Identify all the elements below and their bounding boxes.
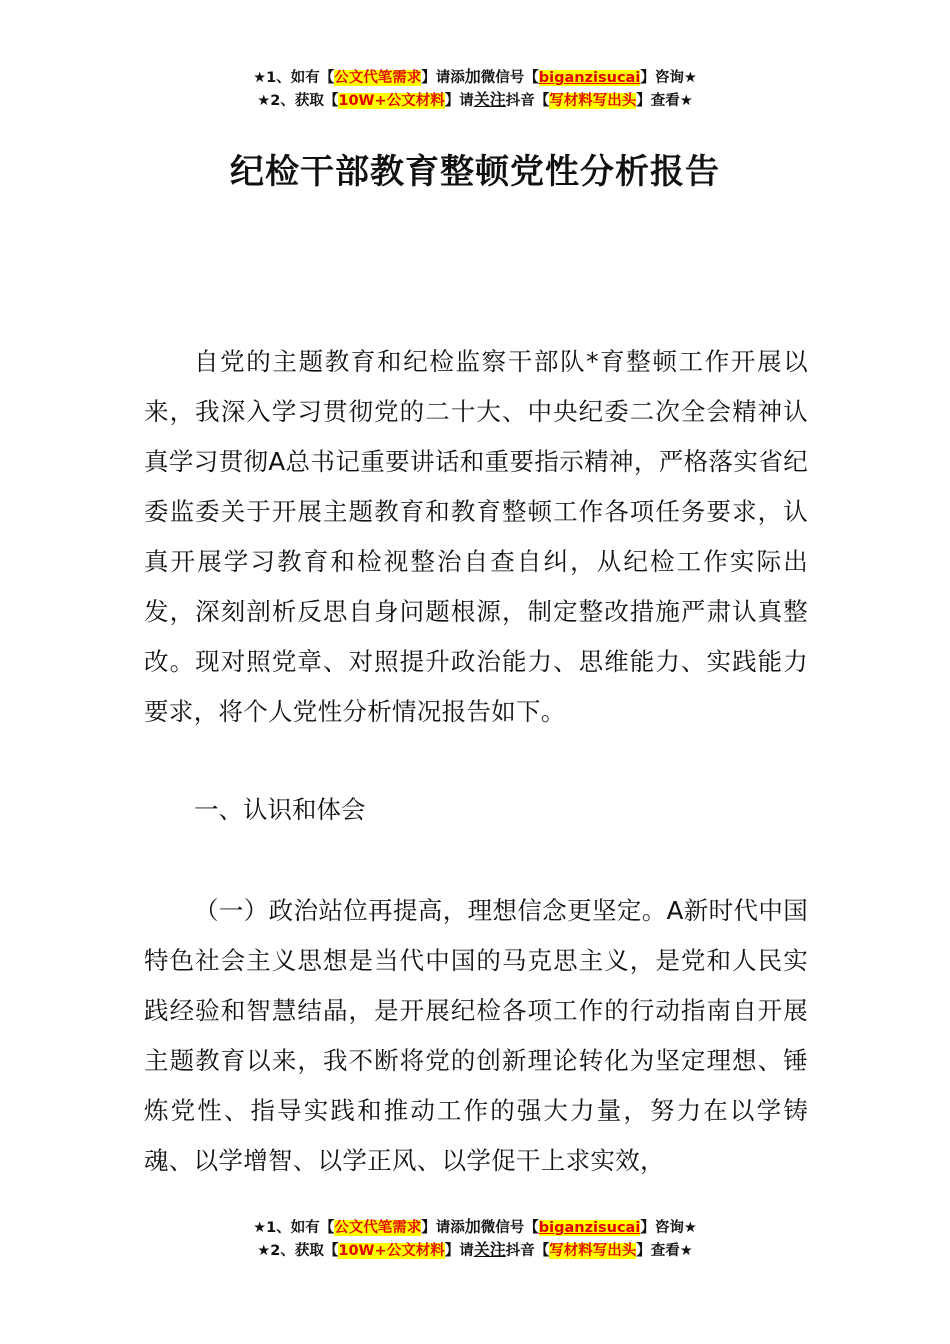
promo-highlight-materials: 10W+公文材料: [338, 1243, 445, 1259]
section-heading-1: 一、认识和体会: [194, 795, 366, 824]
intro-paragraph: 自党的主题教育和纪检监察干部队*育整顿工作开展以来，我深入学习贯彻党的二十大、中央纪委二次全会精神认真学习贯彻A总书记重要讲话和重要指示精神，严格落实省纪委监委关于开展主题教育和教育整顿工作各项任务要求，认真开展学习教育和检视整治自查自纠，从纪检工作实际出发，深刻剖析反思自身问题根源，制定整改措施严肃认真整改。现对照党章、对照提升政治能力、思维能力、实践能力要求，将个人党性分析情况报告如下。: [144, 347, 808, 726]
promo-line-1: ★1、如有【公文代笔需求】请添加微信号【biganzisucai】咨询★: [253, 1217, 697, 1236]
promo-douyin-account[interactable]: 写材料写出头: [549, 93, 637, 109]
document-title: 纪检干部教育整顿党性分析报告: [230, 152, 720, 192]
promo-line-2: ★2、获取【10W+公文材料】请关注抖音【写材料写出头】查看★: [257, 90, 693, 109]
promo-highlight-materials: 10W+公文材料: [338, 93, 445, 109]
promo-line-1: ★1、如有【公文代笔需求】请添加微信号【biganzisucai】咨询★: [253, 67, 697, 86]
promo-highlight-writing-service: 公文代笔需求: [334, 70, 422, 86]
promo-wechat-id[interactable]: biganzisucai: [538, 1220, 641, 1236]
promo-line-2: ★2、获取【10W+公文材料】请关注抖音【写材料写出头】查看★: [257, 1240, 693, 1259]
top-promo-banner: [0, 66, 950, 112]
promo-douyin-account[interactable]: 写材料写出头: [549, 1243, 637, 1259]
promo-highlight-writing-service: 公文代笔需求: [334, 1220, 422, 1236]
bottom-promo-banner: [0, 1216, 950, 1262]
promo-wechat-id[interactable]: biganzisucai: [538, 70, 641, 86]
section-1-paragraph-1: （一）政治站位再提高，理想信念更坚定。A新时代中国特色社会主义思想是当代中国的马克思主义，是党和人民实践经验和智慧结晶，是开展纪检各项工作的行动指南自开展主题教育以来，我不断将党的创新理论转化为坚定理想、锤炼党性、指导实践和推动工作的强大力量，努力在以学铸魂、以学增智、以学正风、以学促干上求实效，: [144, 896, 808, 1175]
